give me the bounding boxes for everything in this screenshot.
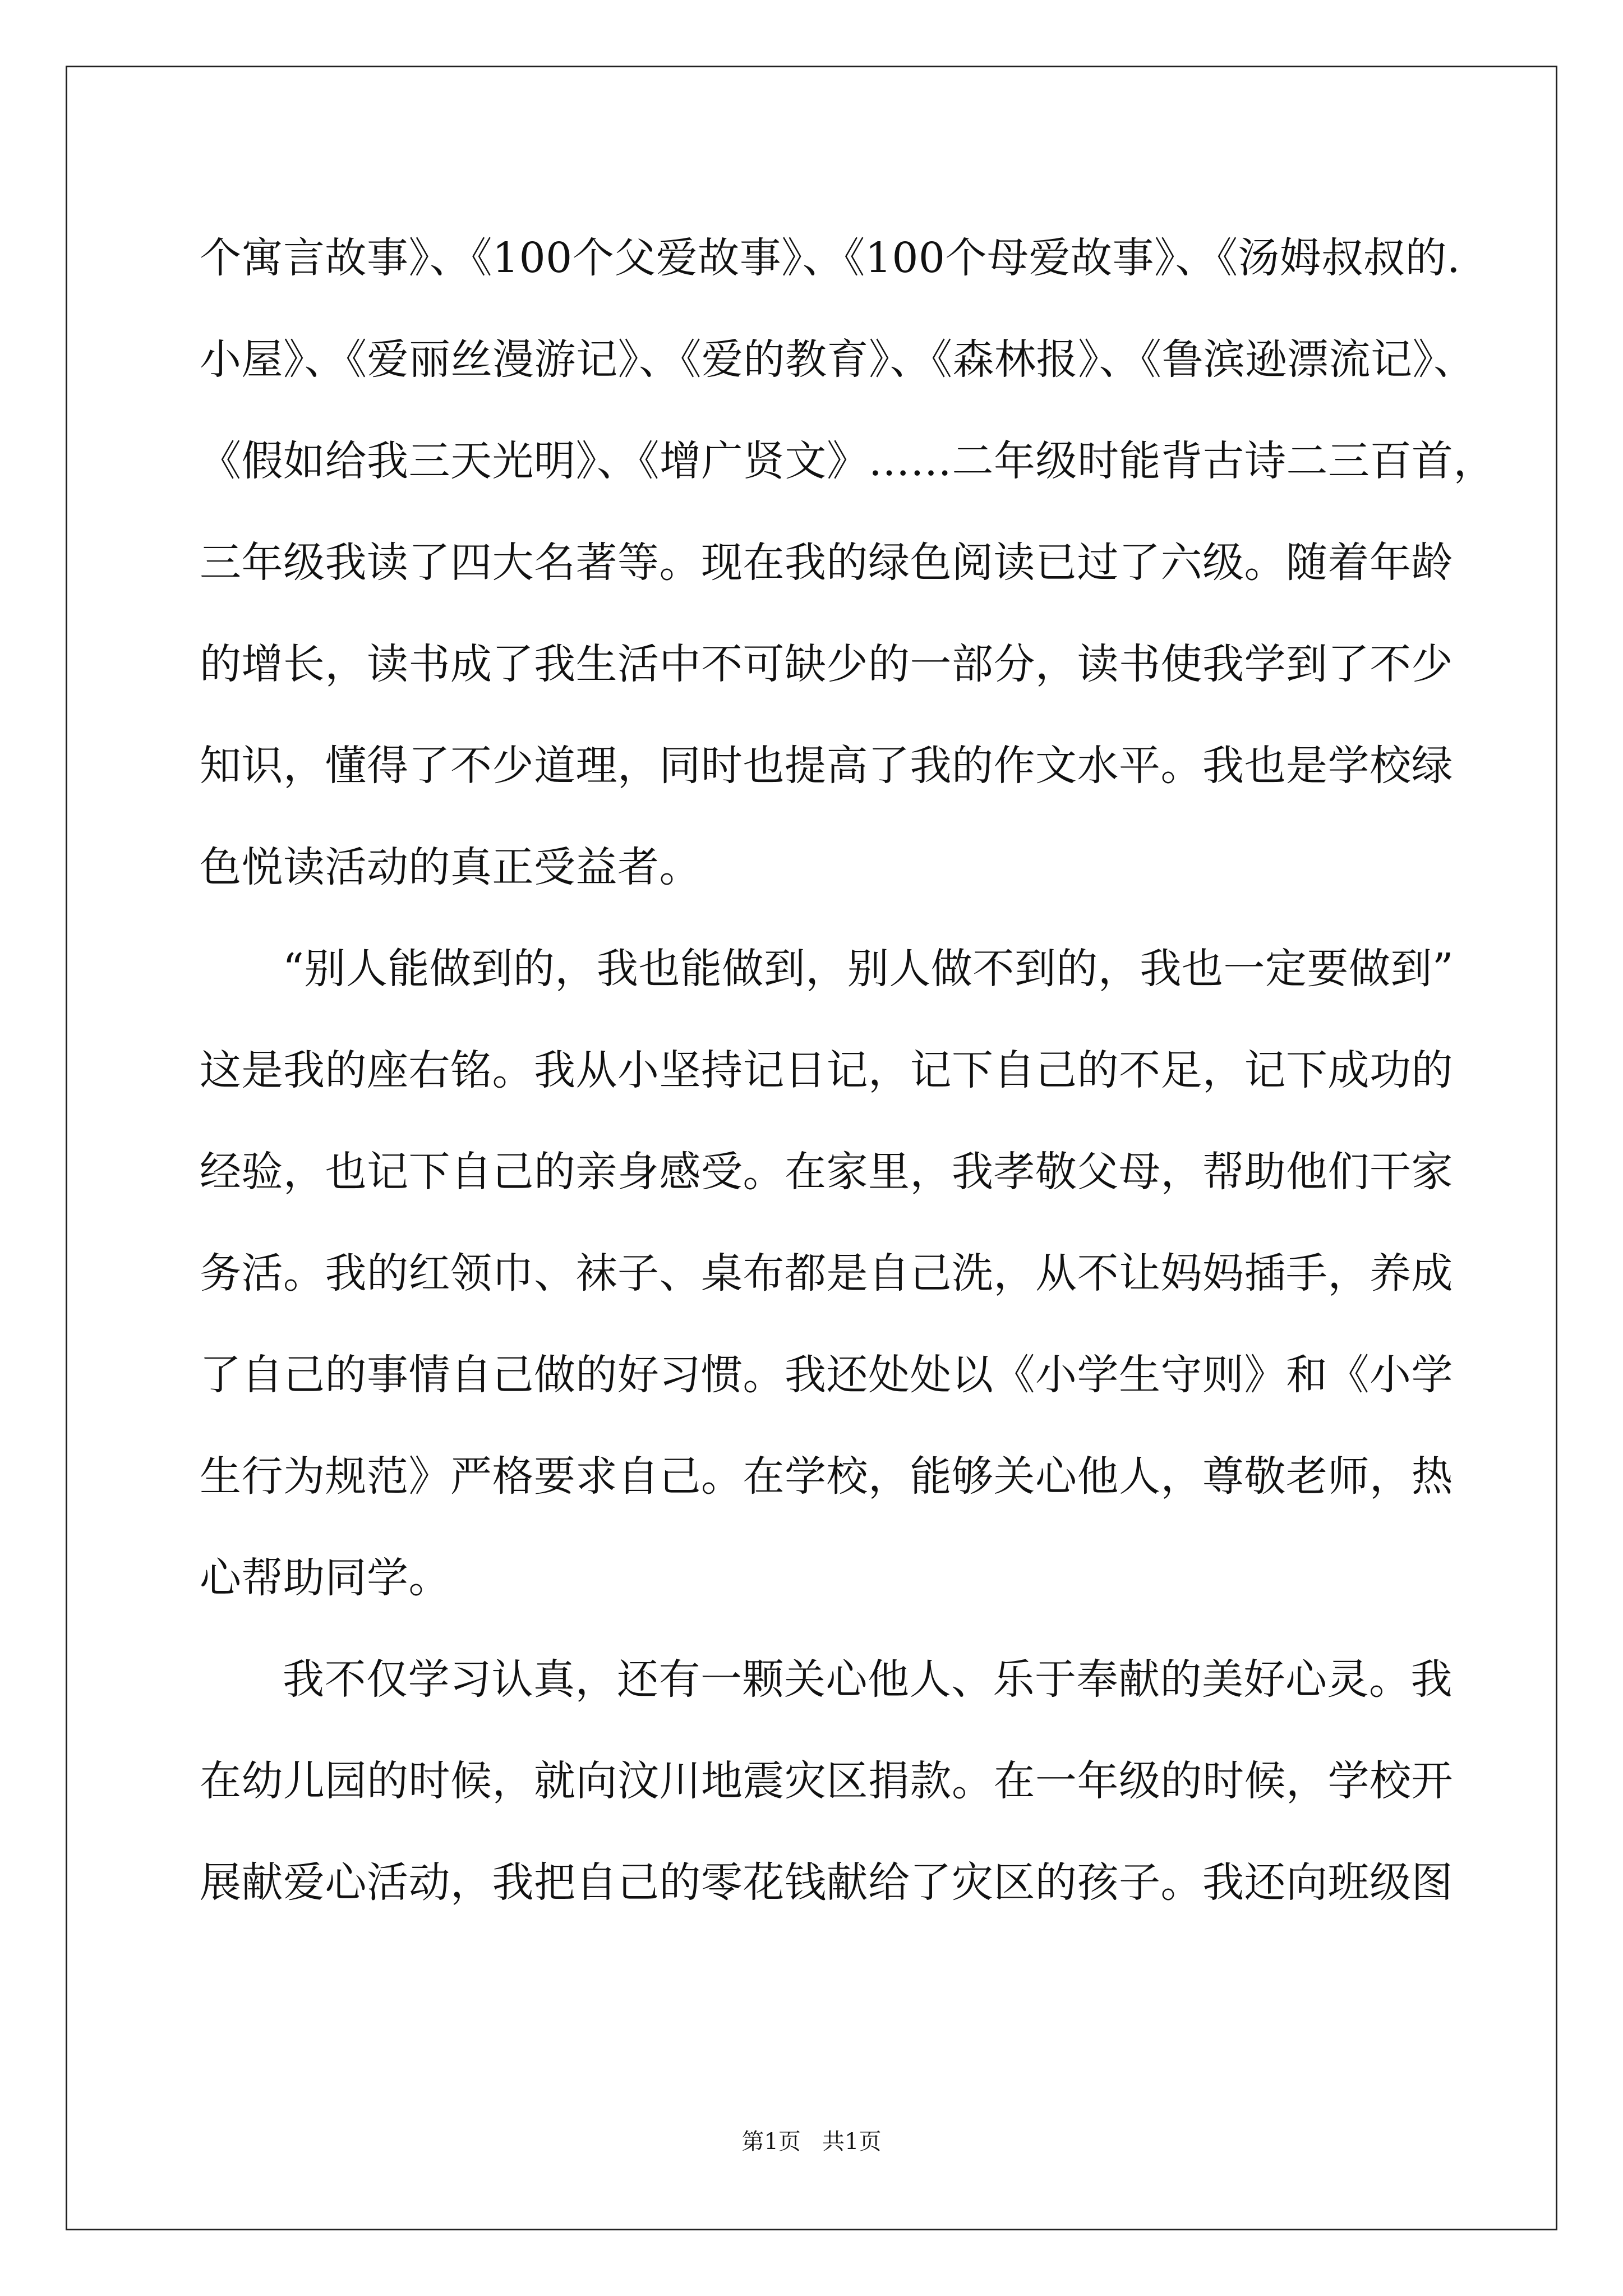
text-line: 的增长，读书成了我生活中不可缺少的一部分，读书使我学到了不少 <box>200 640 1453 688</box>
text-line: 经验，也记下自己的亲身感受。在家里，我孝敬父母，帮助他们干家 <box>200 1148 1453 1196</box>
text-line: 这是我的座右铭。我从小坚持记日记，记下自己的不足，记下成功的 <box>200 1046 1453 1094</box>
text-line: “别人能做到的，我也能做到，别人做不到的，我也一定要做到” <box>283 945 1454 993</box>
text-line: 个寓言故事》、《100个父爱故事》、《100个母爱故事》、《汤姆叔叔的. <box>200 234 1461 282</box>
text-line: 了自己的事情自己做的好习惯。我还处处以《小学生守则》和《小学 <box>200 1351 1453 1399</box>
text-line: 小屋》、《爱丽丝漫游记》、《爱的教育》、《森林报》、《鲁滨逊漂流记》、 <box>200 335 1476 384</box>
text-line: 心帮助同学。 <box>200 1554 450 1602</box>
text-line: 知识，懂得了不少道理，同时也提高了我的作文水平。我也是学校绿 <box>200 742 1453 790</box>
text-line: 我不仅学习认真，还有一颗关心他人、乐于奉献的美好心灵。我 <box>283 1655 1453 1704</box>
text-line: 展献爱心活动，我把自己的零花钱献给了灾区的孩子。我还向班级图 <box>200 1858 1453 1907</box>
page-number: 第1页 共1页 <box>741 2129 882 2155</box>
text-line: 务活。我的红领巾、袜子、桌布都是自己洗，从不让妈妈插手，养成 <box>200 1249 1453 1297</box>
text-line: 色悦读活动的真正受益者。 <box>200 843 701 891</box>
text-line: 《假如给我三天光明》、《增广贤文》……二年级时能背古诗二三百首， <box>200 437 1495 485</box>
text-line: 生行为规范》严格要求自己。在学校，能够关心他人，尊敬老师，热 <box>200 1452 1453 1501</box>
text-line: 在幼儿园的时候，就向汶川地震灾区捐款。在一年级的时候，学校开 <box>200 1757 1453 1805</box>
text-line: 三年级我读了四大名著等。现在我的绿色阅读已过了六级。随着年龄 <box>200 539 1453 587</box>
document-body <box>200 208 1495 1934</box>
